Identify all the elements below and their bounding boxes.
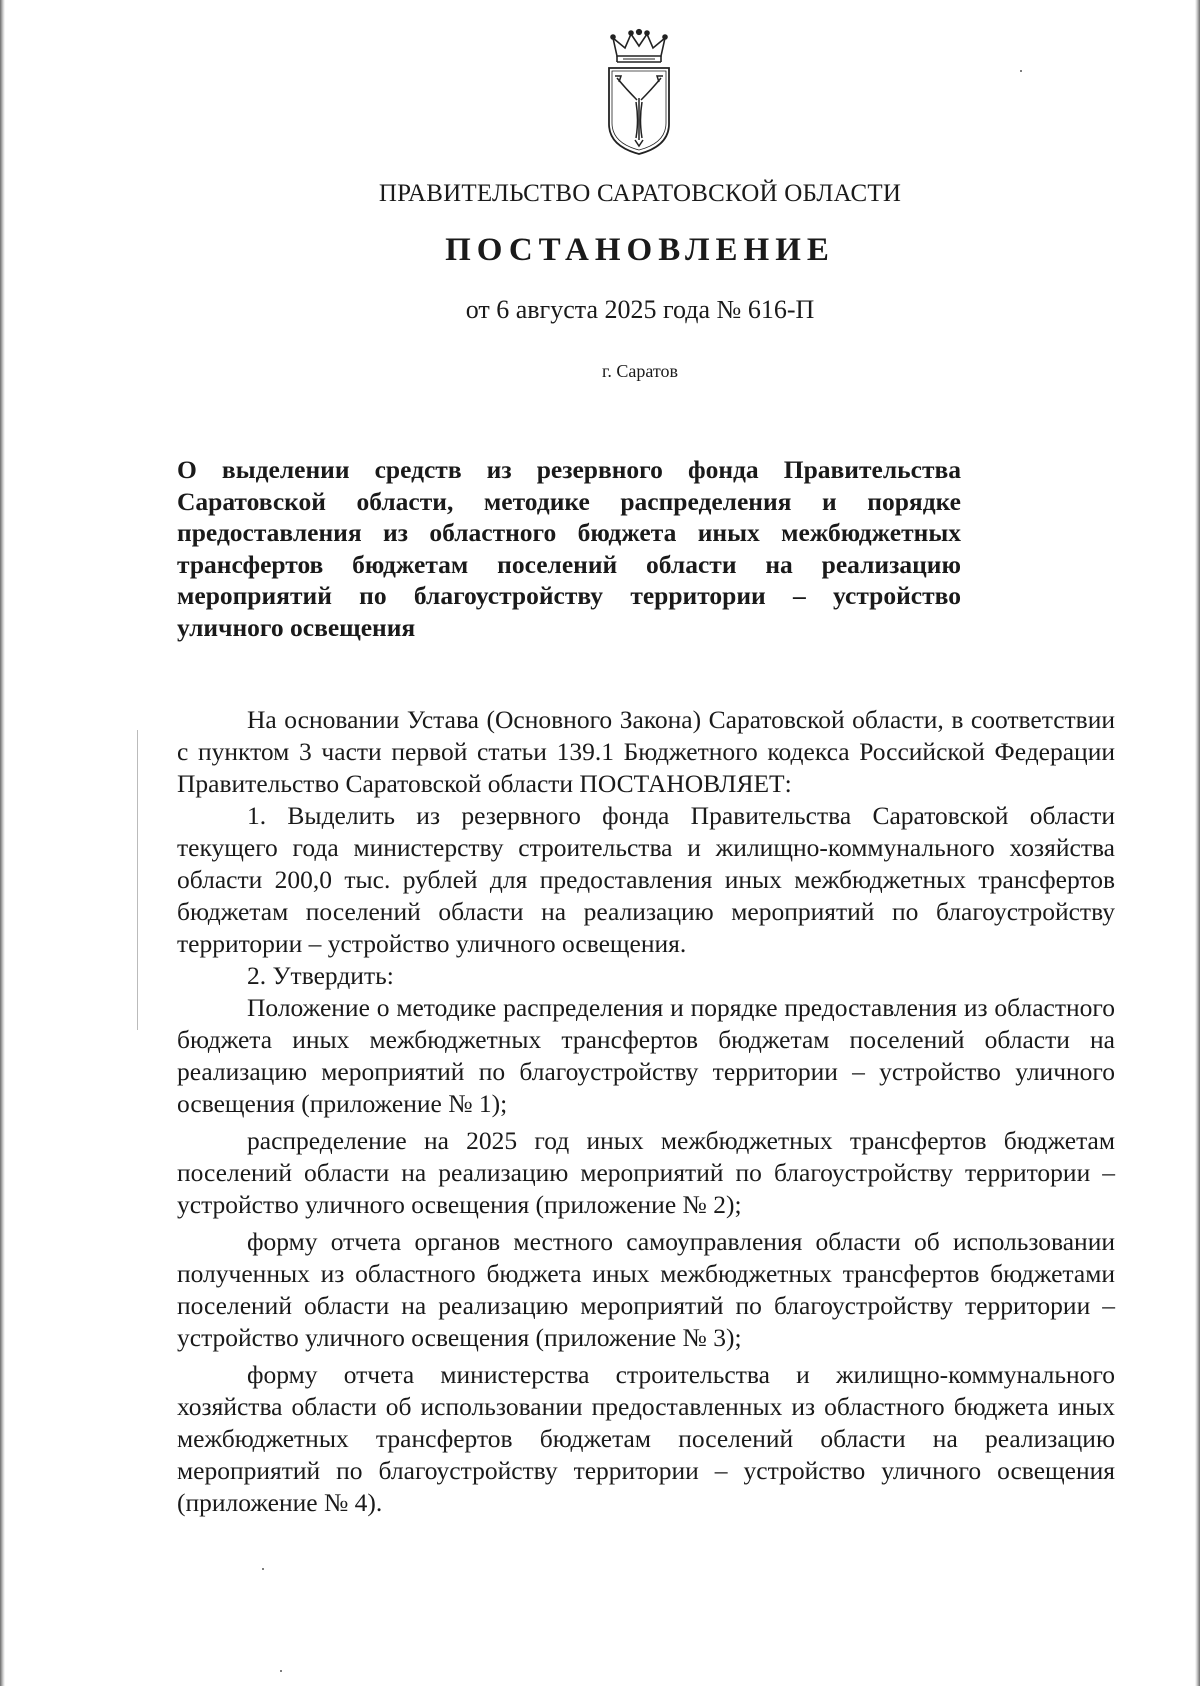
item-2-clause-1: Положение о методике распределения и порядке предоставления из областного бюджета иных межбюджетных трансфертов бюджетам поселений области на реализацию мероприятий по благоустройству территории – устройство уличного освещения (приложение № 1); bbox=[177, 993, 1115, 1118]
scan-speck bbox=[262, 1568, 264, 1570]
scan-margin-mark bbox=[137, 730, 138, 1030]
scan-speck bbox=[280, 1670, 282, 1672]
item-2-clause-4: форму отчета министерства строительства и жилищно-коммунального хозяйства области об использовании предоставленных из областного бюджета иных межбюджетных трансфертов бюджетам поселений области на реализацию мероприятий по благоустройству территории – устройство уличного освещения (приложение № 4). bbox=[177, 1360, 1115, 1517]
document-title: О выделении средств из резервного фонда Правительства Саратовской области, методике распределения и порядке предоставления из областного бюджета иных межбюджетных трансфертов бюджетам поселений области на реализацию мероприятий по благоустройству территории – устройство уличного освещения bbox=[177, 455, 961, 642]
item-1-paragraph: 1. Выделить из резервного фонда Правительства Саратовской области текущего года министерству строительства и жилищно-коммунального хозяйства области 200,0 тыс. рублей для предоставления иных межбюджетных трансфертов бюджетам поселений области на реализацию мероприятий по благоустройству территории – устройство уличного освещения. bbox=[177, 801, 1115, 958]
saratov-coat-of-arms-icon bbox=[603, 28, 675, 156]
document-body bbox=[177, 704, 1115, 1519]
scan-speck bbox=[1020, 70, 1022, 72]
document-date-number: от 6 августа 2025 года № 616-П bbox=[465, 295, 815, 324]
item-2-intro: 2. Утвердить: bbox=[247, 961, 394, 990]
item-2-clause-3: форму отчета органов местного самоуправления области об использовании полученных из областного бюджета иных межбюджетных трансфертов бюджетами поселений области на реализацию мероприятий по благоустройству территории – устройство уличного освещения (приложение № 3); bbox=[177, 1227, 1115, 1352]
document-type: ПОСТАНОВЛЕНИЕ bbox=[445, 232, 835, 268]
document-city: г. Саратов bbox=[602, 361, 678, 381]
organization-name: ПРАВИТЕЛЬСТВО САРАТОВСКОЙ ОБЛАСТИ bbox=[378, 180, 902, 207]
preamble-paragraph: На основании Устава (Основного Закона) Саратовской области, в соответствии с пунктом 3 части первой статьи 139.1 Бюджетного кодекса Российской Федерации Правительство Саратовской области ПОСТАНОВЛЯЕТ: bbox=[177, 705, 1115, 798]
item-2-clause-2: распределение на 2025 год иных межбюджетных трансфертов бюджетам поселений области на реализацию мероприятий по благоустройству территории – устройство уличного освещения (приложение № 2); bbox=[177, 1126, 1115, 1219]
